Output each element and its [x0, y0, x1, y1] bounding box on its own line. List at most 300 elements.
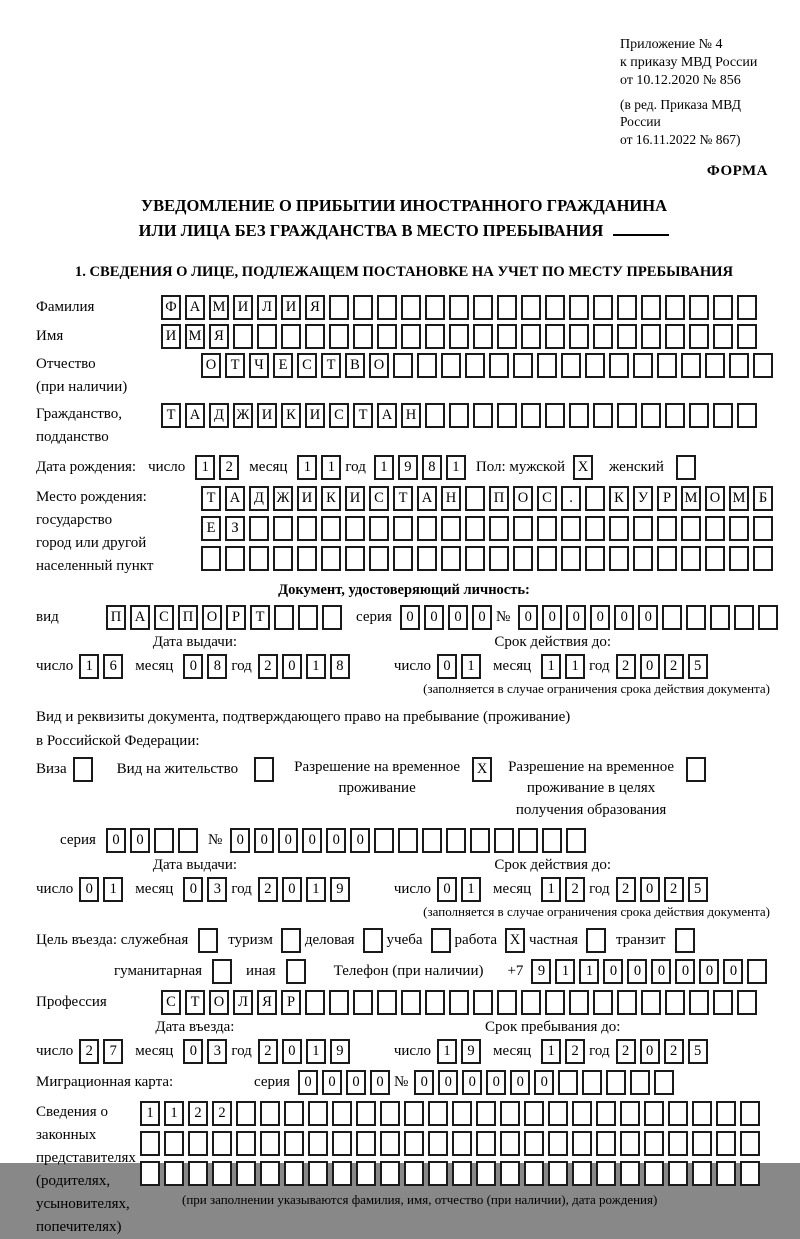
form-cell[interactable]: [308, 1131, 328, 1156]
form-cell[interactable]: А: [185, 403, 205, 428]
form-cell[interactable]: [465, 516, 485, 541]
form-cell[interactable]: Т: [225, 353, 245, 378]
form-cell[interactable]: [548, 1131, 568, 1156]
form-cell[interactable]: [380, 1101, 400, 1126]
form-cell[interactable]: [572, 1161, 592, 1186]
form-cell[interactable]: [273, 516, 293, 541]
form-cell[interactable]: [140, 1161, 160, 1186]
form-cell[interactable]: С: [369, 486, 389, 511]
form-cell[interactable]: 9: [398, 455, 418, 480]
form-cell[interactable]: К: [321, 486, 341, 511]
form-cell[interactable]: 0: [640, 654, 660, 679]
form-cell[interactable]: Я: [257, 990, 277, 1015]
form-cell[interactable]: [449, 990, 469, 1015]
form-cell[interactable]: О: [209, 990, 229, 1015]
form-cell[interactable]: 2: [616, 877, 636, 902]
form-cell[interactable]: 0: [130, 828, 150, 853]
form-cell[interactable]: М: [209, 295, 229, 320]
form-cell[interactable]: [393, 546, 413, 571]
form-cell[interactable]: [329, 324, 349, 349]
form-cell[interactable]: [476, 1131, 496, 1156]
form-cell[interactable]: [164, 1161, 184, 1186]
form-cell[interactable]: [596, 1101, 616, 1126]
form-cell[interactable]: 0: [462, 1070, 482, 1095]
form-cell[interactable]: [353, 295, 373, 320]
form-cell[interactable]: [620, 1131, 640, 1156]
form-cell[interactable]: [497, 403, 517, 428]
form-cell[interactable]: [609, 546, 629, 571]
form-cell[interactable]: 0: [282, 654, 302, 679]
form-cell[interactable]: [641, 990, 661, 1015]
form-cell[interactable]: [356, 1161, 376, 1186]
form-cell[interactable]: [281, 928, 301, 953]
form-cell[interactable]: 5: [688, 877, 708, 902]
form-cell[interactable]: [572, 1101, 592, 1126]
form-cell[interactable]: 1: [579, 959, 599, 984]
form-cell[interactable]: [729, 516, 749, 541]
form-cell[interactable]: [524, 1131, 544, 1156]
form-cell[interactable]: П: [489, 486, 509, 511]
form-cell[interactable]: 1: [555, 959, 575, 984]
form-cell[interactable]: О: [201, 353, 221, 378]
form-cell[interactable]: [73, 757, 93, 782]
form-cell[interactable]: [298, 605, 318, 630]
form-cell[interactable]: [548, 1161, 568, 1186]
form-cell[interactable]: [644, 1101, 664, 1126]
form-cell[interactable]: 0: [603, 959, 623, 984]
form-cell[interactable]: [654, 1070, 674, 1095]
form-cell[interactable]: 1: [306, 1039, 326, 1064]
form-cell[interactable]: 1: [374, 455, 394, 480]
form-cell[interactable]: И: [233, 295, 253, 320]
form-cell[interactable]: А: [130, 605, 150, 630]
form-cell[interactable]: [321, 546, 341, 571]
form-cell[interactable]: 9: [330, 1039, 350, 1064]
form-cell[interactable]: М: [185, 324, 205, 349]
form-cell[interactable]: [404, 1101, 424, 1126]
form-cell[interactable]: [692, 1161, 712, 1186]
form-cell[interactable]: [609, 516, 629, 541]
form-cell[interactable]: П: [178, 605, 198, 630]
form-cell[interactable]: О: [513, 486, 533, 511]
form-cell[interactable]: [537, 353, 557, 378]
form-cell[interactable]: 0: [183, 654, 203, 679]
form-cell[interactable]: 0: [723, 959, 743, 984]
form-cell[interactable]: 1: [437, 1039, 457, 1064]
form-cell[interactable]: З: [225, 516, 245, 541]
form-cell[interactable]: [449, 295, 469, 320]
form-cell[interactable]: [473, 403, 493, 428]
form-cell[interactable]: И: [305, 403, 325, 428]
form-cell[interactable]: [401, 990, 421, 1015]
form-cell[interactable]: [377, 295, 397, 320]
form-cell[interactable]: [716, 1131, 736, 1156]
form-cell[interactable]: [449, 324, 469, 349]
form-cell[interactable]: [273, 546, 293, 571]
form-cell[interactable]: С: [297, 353, 317, 378]
form-cell[interactable]: 2: [664, 1039, 684, 1064]
form-cell[interactable]: Л: [257, 295, 277, 320]
form-cell[interactable]: 0: [640, 1039, 660, 1064]
form-cell[interactable]: 0: [651, 959, 671, 984]
form-cell[interactable]: 1: [306, 654, 326, 679]
form-cell[interactable]: [500, 1161, 520, 1186]
form-cell[interactable]: 1: [446, 455, 466, 480]
form-cell[interactable]: [705, 516, 725, 541]
form-cell[interactable]: [431, 928, 451, 953]
form-cell[interactable]: 1: [565, 654, 585, 679]
form-cell[interactable]: [585, 516, 605, 541]
form-cell[interactable]: [569, 990, 589, 1015]
form-cell[interactable]: 0: [638, 605, 658, 630]
form-cell[interactable]: 0: [437, 654, 457, 679]
form-cell[interactable]: 0: [614, 605, 634, 630]
form-cell[interactable]: [489, 353, 509, 378]
form-cell[interactable]: [380, 1161, 400, 1186]
form-cell[interactable]: А: [377, 403, 397, 428]
form-cell[interactable]: [494, 828, 514, 853]
form-cell[interactable]: 0: [566, 605, 586, 630]
form-cell[interactable]: [582, 1070, 602, 1095]
form-cell[interactable]: [201, 546, 221, 571]
form-cell[interactable]: [305, 990, 325, 1015]
form-cell[interactable]: [548, 1101, 568, 1126]
form-cell[interactable]: [740, 1101, 760, 1126]
form-cell[interactable]: 2: [212, 1101, 232, 1126]
form-cell[interactable]: [198, 928, 218, 953]
form-cell[interactable]: [686, 757, 706, 782]
form-cell[interactable]: [710, 605, 730, 630]
form-cell[interactable]: [681, 546, 701, 571]
form-cell[interactable]: [286, 959, 306, 984]
form-cell[interactable]: [521, 990, 541, 1015]
form-cell[interactable]: 2: [616, 1039, 636, 1064]
form-cell[interactable]: [524, 1161, 544, 1186]
form-cell[interactable]: [513, 353, 533, 378]
form-cell[interactable]: [518, 828, 538, 853]
form-cell[interactable]: [585, 353, 605, 378]
form-cell[interactable]: [284, 1161, 304, 1186]
form-cell[interactable]: М: [729, 486, 749, 511]
form-cell[interactable]: [353, 324, 373, 349]
form-cell[interactable]: 0: [675, 959, 695, 984]
form-cell[interactable]: 5: [688, 1039, 708, 1064]
form-cell[interactable]: [537, 516, 557, 541]
form-cell[interactable]: [753, 516, 773, 541]
form-cell[interactable]: 0: [230, 828, 250, 853]
form-cell[interactable]: [729, 546, 749, 571]
form-cell[interactable]: [545, 324, 565, 349]
form-cell[interactable]: [606, 1070, 626, 1095]
form-cell[interactable]: 0: [699, 959, 719, 984]
form-cell[interactable]: С: [329, 403, 349, 428]
form-cell[interactable]: 0: [414, 1070, 434, 1095]
form-cell[interactable]: 2: [258, 877, 278, 902]
form-cell[interactable]: [404, 1131, 424, 1156]
form-cell[interactable]: Т: [161, 403, 181, 428]
form-cell[interactable]: [284, 1131, 304, 1156]
form-cell[interactable]: [586, 928, 606, 953]
form-cell[interactable]: [425, 990, 445, 1015]
form-cell[interactable]: [593, 990, 613, 1015]
form-cell[interactable]: [734, 605, 754, 630]
form-cell[interactable]: [609, 353, 629, 378]
form-cell[interactable]: 1: [541, 654, 561, 679]
form-cell[interactable]: [422, 828, 442, 853]
form-cell[interactable]: [747, 959, 767, 984]
form-cell[interactable]: [692, 1101, 712, 1126]
form-cell[interactable]: [617, 990, 637, 1015]
form-cell[interactable]: 0: [106, 828, 126, 853]
form-cell[interactable]: 2: [664, 877, 684, 902]
form-cell[interactable]: [274, 605, 294, 630]
form-cell[interactable]: И: [161, 324, 181, 349]
form-cell[interactable]: [500, 1131, 520, 1156]
form-cell[interactable]: [620, 1161, 640, 1186]
form-cell[interactable]: [249, 516, 269, 541]
form-cell[interactable]: 8: [207, 654, 227, 679]
form-cell[interactable]: [713, 990, 733, 1015]
form-cell[interactable]: И: [281, 295, 301, 320]
form-cell[interactable]: [345, 516, 365, 541]
form-cell[interactable]: [236, 1131, 256, 1156]
form-cell[interactable]: [377, 990, 397, 1015]
form-cell[interactable]: 2: [258, 654, 278, 679]
form-cell[interactable]: [374, 828, 394, 853]
form-cell[interactable]: [668, 1101, 688, 1126]
form-cell[interactable]: 0: [640, 877, 660, 902]
form-cell[interactable]: [473, 990, 493, 1015]
form-cell[interactable]: [657, 516, 677, 541]
form-cell[interactable]: 0: [486, 1070, 506, 1095]
form-cell[interactable]: 0: [448, 605, 468, 630]
form-cell[interactable]: 2: [219, 455, 239, 480]
form-cell[interactable]: [737, 403, 757, 428]
form-cell[interactable]: .: [561, 486, 581, 511]
form-cell[interactable]: [417, 546, 437, 571]
form-cell[interactable]: 9: [461, 1039, 481, 1064]
form-cell[interactable]: [644, 1161, 664, 1186]
form-cell[interactable]: 9: [531, 959, 551, 984]
form-cell[interactable]: [465, 486, 485, 511]
form-cell[interactable]: [322, 605, 342, 630]
form-cell[interactable]: А: [225, 486, 245, 511]
form-cell[interactable]: 2: [616, 654, 636, 679]
form-cell[interactable]: [188, 1131, 208, 1156]
form-cell[interactable]: [665, 403, 685, 428]
form-cell[interactable]: [542, 828, 562, 853]
form-cell[interactable]: [489, 546, 509, 571]
form-cell[interactable]: 2: [565, 1039, 585, 1064]
form-cell[interactable]: [617, 324, 637, 349]
form-cell[interactable]: [428, 1161, 448, 1186]
form-cell[interactable]: [585, 546, 605, 571]
form-cell[interactable]: 0: [282, 877, 302, 902]
form-cell[interactable]: 1: [541, 877, 561, 902]
form-cell[interactable]: [596, 1161, 616, 1186]
form-cell[interactable]: Т: [185, 990, 205, 1015]
form-cell[interactable]: 2: [664, 654, 684, 679]
form-cell[interactable]: [644, 1131, 664, 1156]
form-cell[interactable]: [473, 295, 493, 320]
form-cell[interactable]: [473, 324, 493, 349]
form-cell[interactable]: 8: [330, 654, 350, 679]
form-cell[interactable]: [225, 546, 245, 571]
form-cell[interactable]: [329, 990, 349, 1015]
form-cell[interactable]: [689, 324, 709, 349]
form-cell[interactable]: [521, 295, 541, 320]
form-cell[interactable]: [140, 1131, 160, 1156]
form-cell[interactable]: [521, 324, 541, 349]
form-cell[interactable]: [689, 295, 709, 320]
form-cell[interactable]: [257, 324, 277, 349]
form-cell[interactable]: X: [505, 928, 525, 953]
form-cell[interactable]: 3: [207, 1039, 227, 1064]
form-cell[interactable]: [297, 546, 317, 571]
form-cell[interactable]: [441, 516, 461, 541]
form-cell[interactable]: [737, 324, 757, 349]
form-cell[interactable]: [260, 1101, 280, 1126]
form-cell[interactable]: [561, 353, 581, 378]
form-cell[interactable]: [675, 928, 695, 953]
form-cell[interactable]: [233, 324, 253, 349]
form-cell[interactable]: [521, 403, 541, 428]
form-cell[interactable]: [716, 1161, 736, 1186]
form-cell[interactable]: X: [573, 455, 593, 480]
form-cell[interactable]: 0: [590, 605, 610, 630]
form-cell[interactable]: [465, 546, 485, 571]
form-cell[interactable]: А: [417, 486, 437, 511]
form-cell[interactable]: [537, 546, 557, 571]
form-cell[interactable]: 0: [534, 1070, 554, 1095]
form-cell[interactable]: [665, 990, 685, 1015]
form-cell[interactable]: [188, 1161, 208, 1186]
form-cell[interactable]: [657, 546, 677, 571]
form-cell[interactable]: 0: [437, 877, 457, 902]
form-cell[interactable]: [356, 1131, 376, 1156]
form-cell[interactable]: [617, 295, 637, 320]
form-cell[interactable]: [593, 324, 613, 349]
form-cell[interactable]: [641, 403, 661, 428]
form-cell[interactable]: [212, 1161, 232, 1186]
form-cell[interactable]: [497, 295, 517, 320]
form-cell[interactable]: Р: [657, 486, 677, 511]
form-cell[interactable]: Р: [281, 990, 301, 1015]
form-cell[interactable]: Ж: [273, 486, 293, 511]
form-cell[interactable]: [713, 403, 733, 428]
form-cell[interactable]: [593, 403, 613, 428]
form-cell[interactable]: [657, 353, 677, 378]
form-cell[interactable]: [665, 295, 685, 320]
form-cell[interactable]: Я: [209, 324, 229, 349]
form-cell[interactable]: 0: [302, 828, 322, 853]
form-cell[interactable]: [689, 990, 709, 1015]
form-cell[interactable]: [441, 353, 461, 378]
form-cell[interactable]: 0: [518, 605, 538, 630]
form-cell[interactable]: [212, 959, 232, 984]
form-cell[interactable]: [452, 1101, 472, 1126]
form-cell[interactable]: 5: [688, 654, 708, 679]
form-cell[interactable]: 2: [258, 1039, 278, 1064]
form-cell[interactable]: [452, 1131, 472, 1156]
form-cell[interactable]: 7: [103, 1039, 123, 1064]
form-cell[interactable]: О: [202, 605, 222, 630]
form-cell[interactable]: [641, 295, 661, 320]
form-cell[interactable]: [305, 324, 325, 349]
form-cell[interactable]: [630, 1070, 650, 1095]
form-cell[interactable]: 2: [79, 1039, 99, 1064]
form-cell[interactable]: [569, 324, 589, 349]
form-cell[interactable]: [633, 516, 653, 541]
form-cell[interactable]: [633, 353, 653, 378]
form-cell[interactable]: 9: [330, 877, 350, 902]
form-cell[interactable]: С: [161, 990, 181, 1015]
form-cell[interactable]: Д: [249, 486, 269, 511]
form-cell[interactable]: Т: [201, 486, 221, 511]
form-cell[interactable]: [489, 516, 509, 541]
form-cell[interactable]: Т: [353, 403, 373, 428]
form-cell[interactable]: [236, 1101, 256, 1126]
form-cell[interactable]: [164, 1131, 184, 1156]
form-cell[interactable]: [452, 1161, 472, 1186]
form-cell[interactable]: [353, 990, 373, 1015]
form-cell[interactable]: 0: [278, 828, 298, 853]
form-cell[interactable]: [758, 605, 778, 630]
form-cell[interactable]: 1: [321, 455, 341, 480]
form-cell[interactable]: С: [537, 486, 557, 511]
form-cell[interactable]: [681, 353, 701, 378]
form-cell[interactable]: [545, 990, 565, 1015]
form-cell[interactable]: [633, 546, 653, 571]
form-cell[interactable]: П: [106, 605, 126, 630]
form-cell[interactable]: [737, 295, 757, 320]
form-cell[interactable]: Т: [321, 353, 341, 378]
form-cell[interactable]: [428, 1131, 448, 1156]
form-cell[interactable]: [332, 1101, 352, 1126]
form-cell[interactable]: К: [609, 486, 629, 511]
form-cell[interactable]: 0: [282, 1039, 302, 1064]
form-cell[interactable]: [676, 455, 696, 480]
form-cell[interactable]: 1: [103, 877, 123, 902]
form-cell[interactable]: [681, 516, 701, 541]
form-cell[interactable]: [596, 1131, 616, 1156]
form-cell[interactable]: [737, 990, 757, 1015]
form-cell[interactable]: [665, 324, 685, 349]
form-cell[interactable]: А: [185, 295, 205, 320]
form-cell[interactable]: [404, 1161, 424, 1186]
form-cell[interactable]: [476, 1161, 496, 1186]
form-cell[interactable]: [393, 353, 413, 378]
form-cell[interactable]: [740, 1161, 760, 1186]
form-cell[interactable]: [417, 516, 437, 541]
form-cell[interactable]: [500, 1101, 520, 1126]
form-cell[interactable]: 1: [306, 877, 326, 902]
form-cell[interactable]: Ч: [249, 353, 269, 378]
form-cell[interactable]: [524, 1101, 544, 1126]
form-cell[interactable]: [668, 1161, 688, 1186]
form-cell[interactable]: Е: [273, 353, 293, 378]
form-cell[interactable]: [566, 828, 586, 853]
form-cell[interactable]: X: [472, 757, 492, 782]
form-cell[interactable]: [446, 828, 466, 853]
form-cell[interactable]: 0: [424, 605, 444, 630]
form-cell[interactable]: [254, 757, 274, 782]
form-cell[interactable]: [668, 1131, 688, 1156]
form-cell[interactable]: Я: [305, 295, 325, 320]
form-cell[interactable]: [369, 546, 389, 571]
form-cell[interactable]: Н: [441, 486, 461, 511]
form-cell[interactable]: [401, 324, 421, 349]
